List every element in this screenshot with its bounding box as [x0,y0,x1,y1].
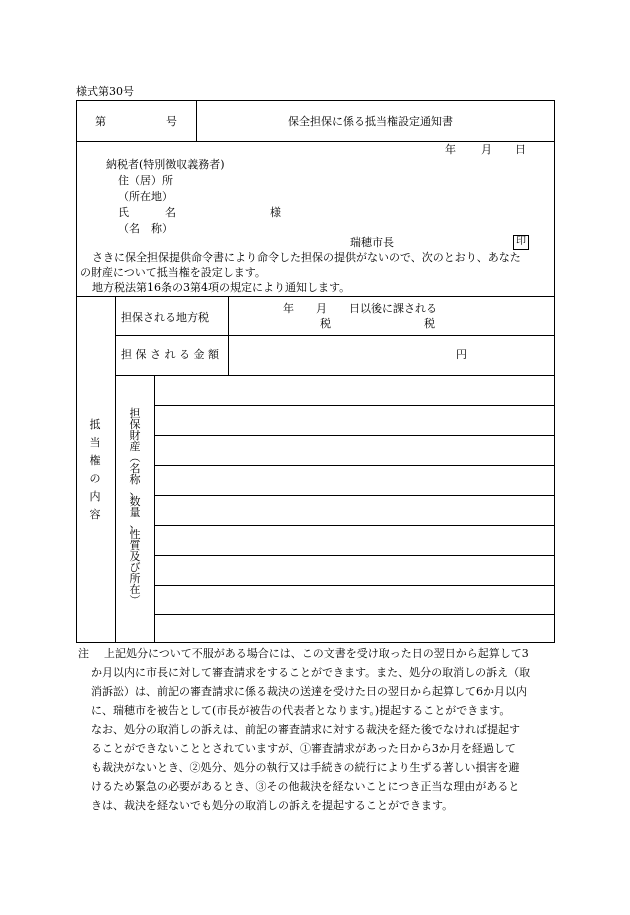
property-row-line [154,614,555,615]
property-row-line [154,405,555,406]
note-mark: 注 [78,647,89,660]
date-day: 日 [515,143,526,156]
property-label-vertical: 担 保 財 産 ︵ 名 称 、 数 量 、 性 質 及 び 所 在 ︶ [129,407,141,607]
address-label: 住（居）所 [118,174,173,187]
issuer-name: 瑞穂市長 [350,236,394,249]
taxpayer-heading: 納税者(特別徴収義務者) [106,158,225,171]
corp-name-label: （名 称） [118,222,173,235]
note-line: ることができないこととされていますが、①審査請求があった日から3か月を経過して [91,742,516,755]
section-label-vertical: 抵 当 権 の 内 容 [89,418,101,521]
body-line-3: 地方税法第16条の3第4項の規定により通知します。 [92,281,351,294]
number-prefix: 第 [95,115,106,128]
property-row-line [154,525,555,526]
header-divider [196,100,197,142]
property-row-line [154,585,555,586]
honorific-sama: 様 [270,206,281,219]
note-line: きは、裁決を経ないでも処分の取消しの訴えを提起することができます。 [91,799,454,812]
amount-label: 担 保 さ れ る 金 額 [121,348,219,361]
body-line-2: の財産について抵当権を設定します。 [80,266,266,279]
header-bottom-line [76,141,555,142]
tax-value-line-1: 年 月 日以後に課される [283,302,437,315]
document-title: 保全担保に係る抵当権設定通知書 [288,115,453,128]
table-top-line [76,296,555,297]
note-line: に、瑞穂市を被告として(市長が被告の代表者となります。)提起することができます。 [91,704,511,717]
body-line-1: さきに保全担保提供命令書により命令した担保の提供がないので、次のとおり、あなた [92,251,521,264]
date-year: 年 [445,143,456,156]
property-row-line [154,555,555,556]
label-column-divider [228,296,229,376]
name-label-first: 氏 [118,206,129,219]
name-label-second: 名 [165,206,176,219]
note-line: も裁決がないとき、②処分、処分の執行又は手続きの続行により生ずる著しい損害を避 [91,761,520,774]
note-line: か月以内に市長に対して審査請求をすることができます。また、処分の取消しの訴え（取 [91,666,531,679]
amount-row-bottom-line [115,375,555,376]
section-column-divider [115,296,116,643]
tax-row-bottom-line [115,335,555,336]
number-suffix: 号 [166,115,177,128]
location-label: （所在地） [118,190,173,203]
property-row-line [154,495,555,496]
form-number: 様式第30号 [76,85,134,98]
note-line: 上記処分について不服がある場合には、この文書を受け取った日の翌日から起算して3 [104,647,529,660]
amount-unit: 円 [456,348,467,361]
note-line: けるため緊急の必要があるとき、③その他裁決を経ないことにつき正当な理由があると [91,780,520,793]
property-row-line [154,465,555,466]
note-line: なお、処分の取消しの訴えは、前記の審査請求に対する裁決を経た後でなければ提起す [91,723,520,736]
tax-value-line-2a: 税 [320,317,331,330]
note-line: 消訴訟）は、前記の審査請求に係る裁決の送達を受けた日の翌日から起算して6か月以内 [91,685,527,698]
tax-value-line-2b: 税 [424,317,435,330]
property-column-divider [154,375,155,643]
property-row-line [154,435,555,436]
date-month: 月 [481,143,492,156]
seal-stamp: 印 [513,235,529,250]
tax-label: 担保される地方税 [121,311,209,324]
